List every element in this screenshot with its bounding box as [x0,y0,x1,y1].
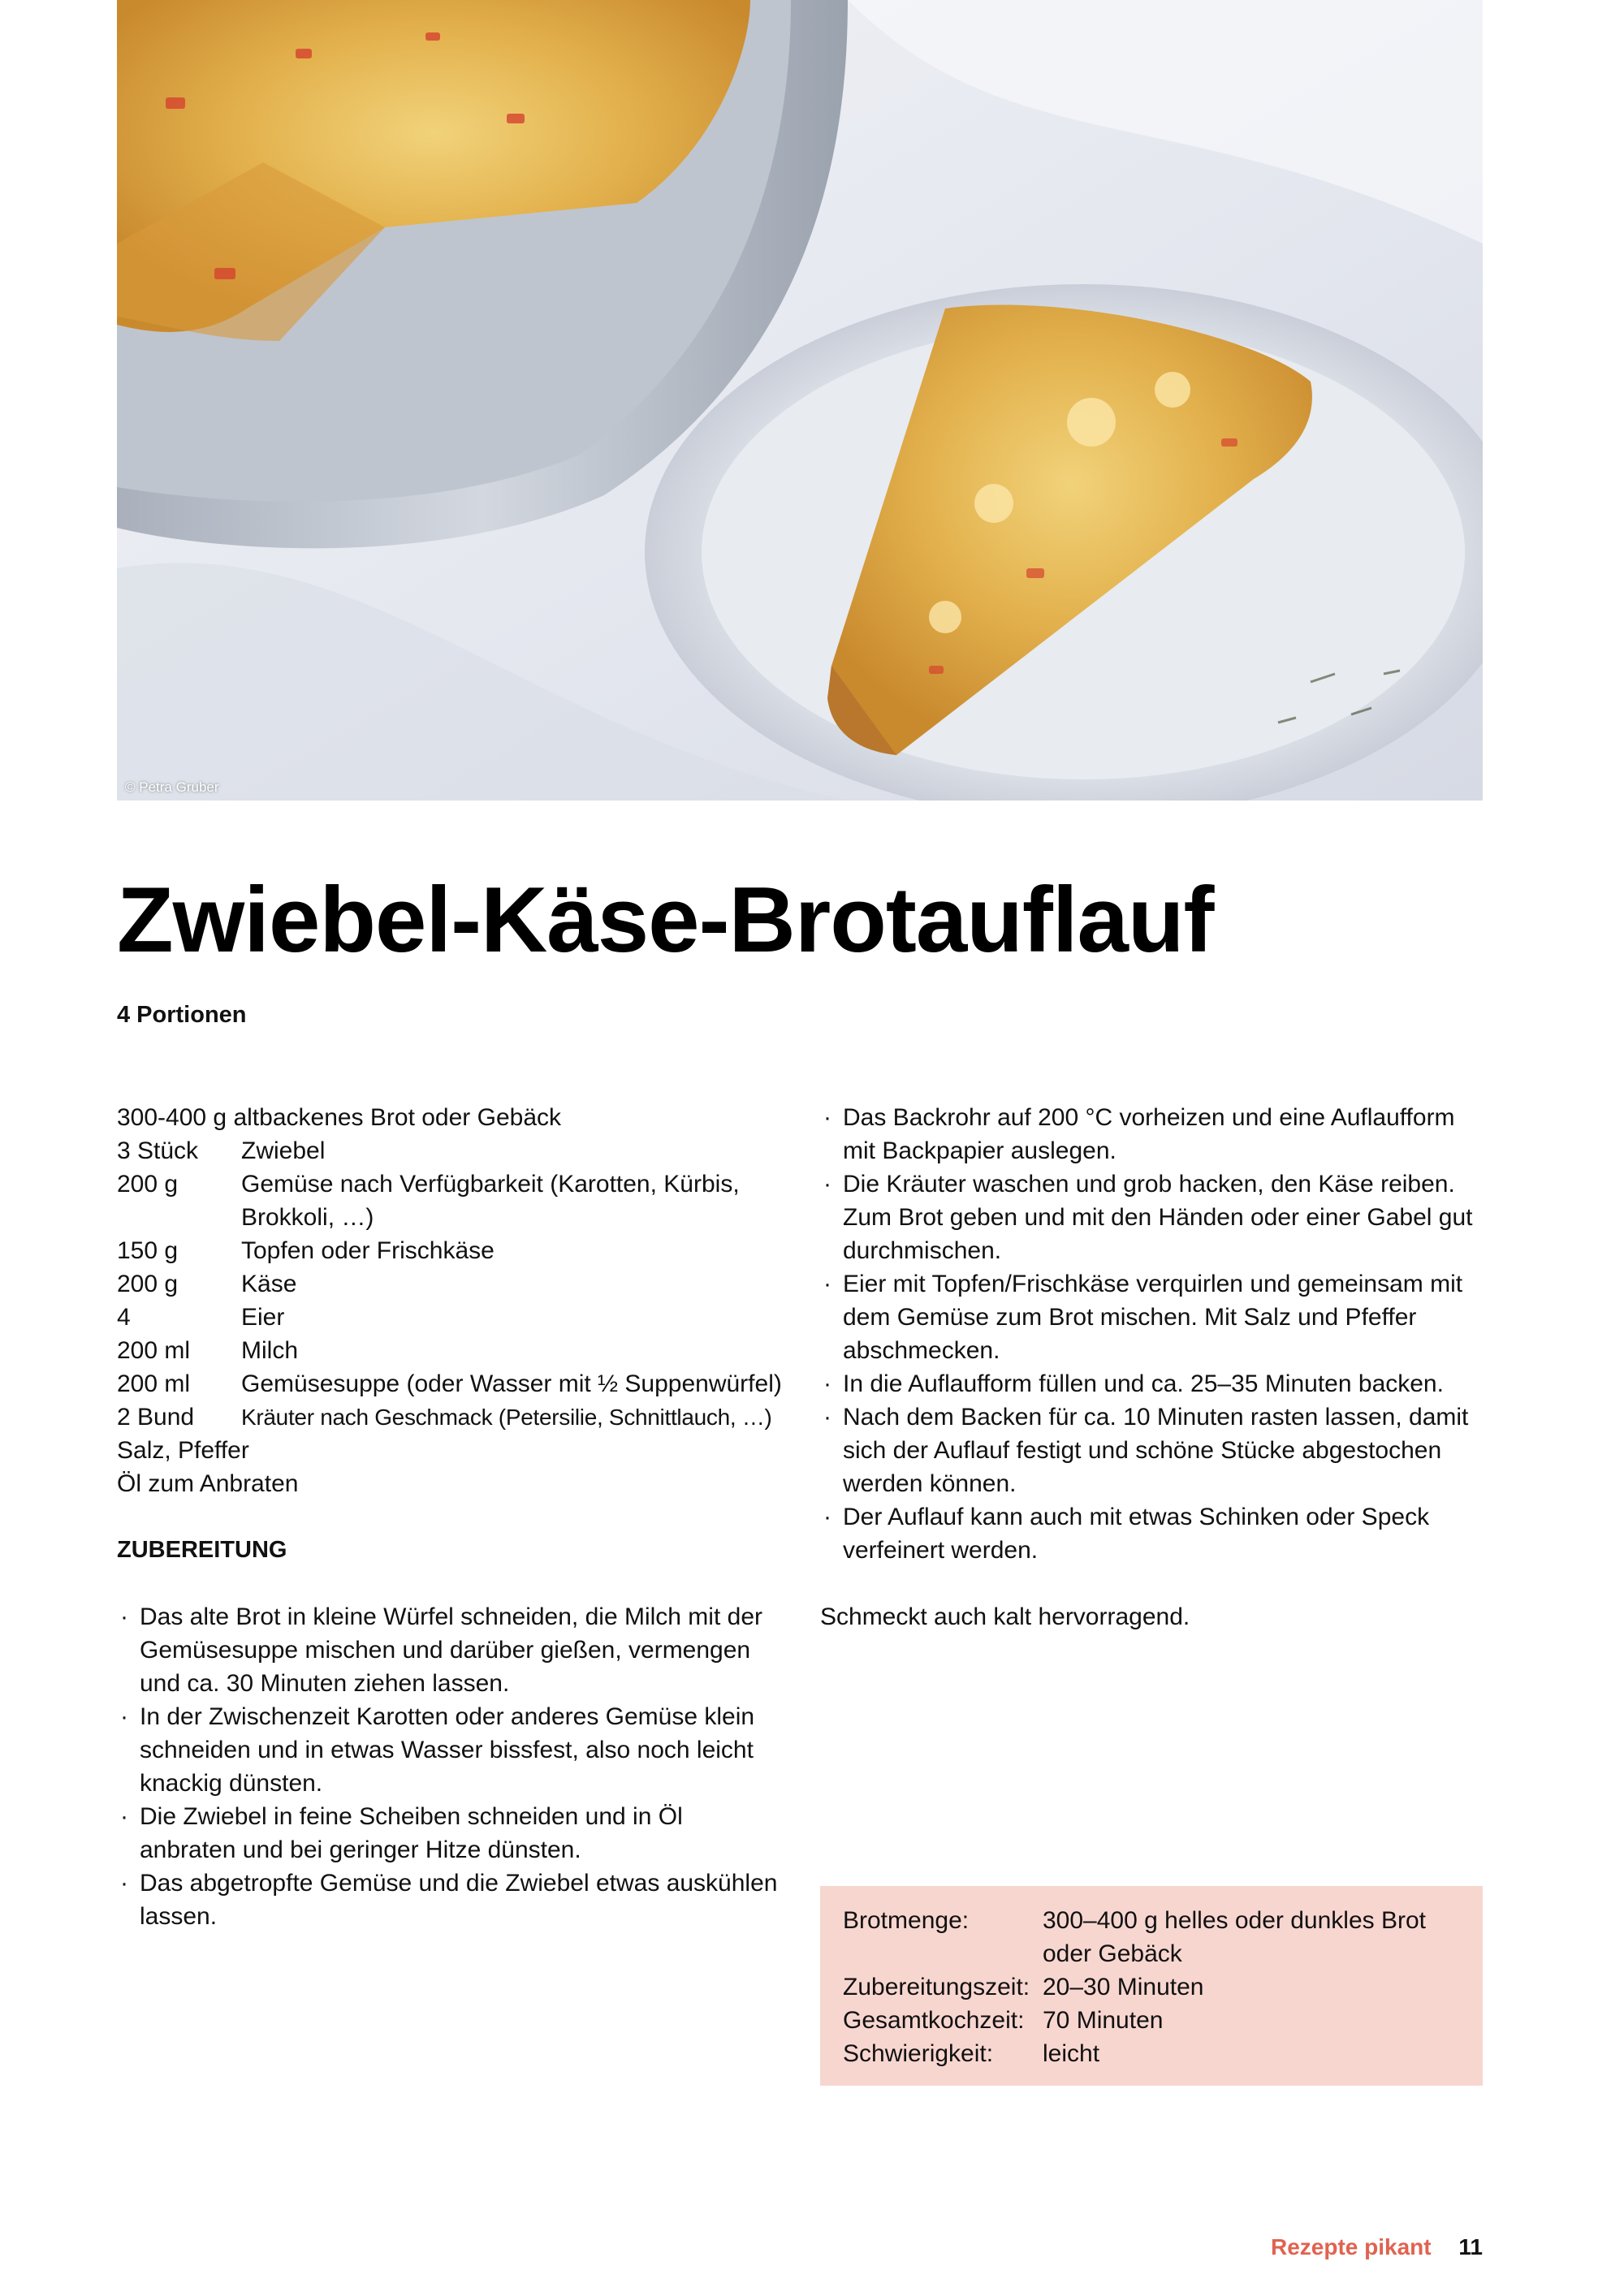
step-text: Das abgetropfte Gemüse und die Zwiebel etwas auskühlen lassen. [140,1870,778,1930]
recipe-photo [117,0,1483,801]
ingredient-list [117,1101,783,1500]
bullet-icon: · [120,1603,128,1630]
info-row [843,2004,1460,2037]
ingredient-name: Topfen oder Frischkäse [241,1237,495,1264]
ingredient-qty: 200 ml [117,1337,191,1364]
step-item [117,1800,783,1867]
ingredient-qty: 200 g [117,1271,179,1297]
step-text: Das alte Brot in kleine Würfel schneiden, die Milch mit der Gemüsesuppe mischen und darüber gießen, vermengen und ca. 30 Minuten ziehen lassen. [140,1603,762,1697]
ingredient-row: 300-400 g altbackenes Brot oder Gebäck [117,1104,562,1131]
info-value: leicht [1043,2040,1100,2067]
ingredient-row [117,1134,783,1167]
ingredient-row [117,1167,783,1234]
info-value: 20–30 Minuten [1043,1974,1204,2000]
bullet-icon: · [823,1504,831,1530]
bullet-icon: · [120,1870,128,1897]
recipe-info-box [820,1886,1483,2086]
info-key: Zubereitungszeit: [843,1974,1030,2000]
recipe-title: Zwiebel-Käse-Brotauflauf [117,869,1214,972]
bullet-icon: · [823,1271,831,1297]
preparation-heading: ZUBEREITUNG [117,1537,287,1563]
ingredient-row: Salz, Pfeffer [117,1437,249,1464]
ingredient-name: Gemüsesuppe (oder Wasser mit ½ Suppenwürfel) [241,1370,782,1397]
ingredient-name: Käse [241,1271,297,1297]
ingredient-name: Gemüse nach Verfügbarkeit (Karotten, Kürbis, Brokkoli, …) [241,1171,740,1231]
step-text: In der Zwischenzeit Karotten oder anderes Gemüse klein schneiden und in etwas Wasser bissfest, also noch leicht knackig dünsten. [140,1703,755,1797]
casserole-illustration [117,0,1483,801]
step-item [117,1867,783,1933]
right-column [820,1101,1483,1634]
ingredient-qty: 200 ml [117,1370,191,1397]
info-row [843,1970,1460,2004]
bullet-icon: · [823,1104,831,1131]
step-item [820,1167,1483,1267]
ingredient-row [117,1367,783,1400]
ingredient-row: Öl zum Anbraten [117,1470,299,1497]
serving-note: Schmeckt auch kalt hervorragend. [820,1603,1190,1630]
bullet-icon: · [823,1404,831,1431]
step-text: Der Auflauf kann auch mit etwas Schinken oder Speck verfeinert werden. [843,1504,1430,1564]
info-row [843,1904,1460,1970]
ingredient-name: Eier [241,1304,285,1331]
info-value: 300–400 g helles oder dunkles Brot oder Gebäck [1043,1907,1427,1967]
step-text: Das Backrohr auf 200 °C vorheizen und eine Auflaufform mit Backpapier auslegen. [843,1104,1455,1164]
ingredient-row [117,1267,783,1301]
ingredient-qty: 150 g [117,1237,179,1264]
ingredient-qty: 3 Stück [117,1137,199,1164]
step-text: Eier mit Topfen/Frischkäse verquirlen und gemeinsam mit dem Gemüse zum Brot mischen. Mit Salz und Pfeffer abschmecken. [843,1271,1463,1364]
left-column [117,1101,783,1933]
ingredient-row [117,1301,783,1334]
ingredient-qty: 2 Bund [117,1404,195,1431]
step-text: Die Zwiebel in feine Scheiben schneiden und in Öl anbraten und bei geringer Hitze dünsten. [140,1803,683,1863]
step-item [820,1400,1483,1500]
page-number: 11 [1458,2234,1483,2259]
step-item [820,1500,1483,1567]
info-key: Brotmenge: [843,1907,970,1934]
info-row [843,2037,1460,2070]
step-item [820,1267,1483,1367]
photo-credit: © Petra Gruber [125,779,219,795]
steps-list-left [117,1600,783,1933]
bullet-icon: · [120,1703,128,1730]
bullet-icon: · [823,1171,831,1198]
bullet-icon: · [120,1803,128,1830]
step-text: In die Auflaufform füllen und ca. 25–35 Minuten backen. [843,1370,1444,1397]
bullet-icon: · [823,1370,831,1397]
ingredient-name: Milch [241,1337,299,1364]
ingredient-name: Kräuter nach Geschmack (Petersilie, Schnittlauch, …) [241,1405,772,1430]
step-item [820,1101,1483,1167]
ingredient-row [117,1234,783,1267]
steps-list-right [820,1101,1483,1567]
step-item [117,1700,783,1800]
step-item [117,1600,783,1700]
ingredient-row [117,1400,783,1434]
info-key: Schwierigkeit: [843,2040,994,2067]
info-value: 70 Minuten [1043,2007,1164,2034]
ingredient-qty: 200 g [117,1171,179,1198]
ingredient-qty: 4 [117,1304,131,1331]
ingredient-name: Zwiebel [241,1137,326,1164]
page-footer [1271,2234,1483,2260]
step-text: Nach dem Backen für ca. 10 Minuten rasten lassen, damit sich der Auflauf festigt und schöne Stücke abgestochen werden können. [843,1404,1469,1497]
info-key: Gesamtkochzeit: [843,2007,1025,2034]
ingredient-row [117,1334,783,1367]
step-text: Die Kräuter waschen und grob hacken, den Käse reiben. Zum Brot geben und mit den Händen oder einer Gabel gut durchmischen. [843,1171,1473,1264]
portions-label: 4 Portionen [117,1002,247,1028]
step-item [820,1367,1483,1400]
footer-section-label: Rezepte pikant [1271,2234,1432,2259]
